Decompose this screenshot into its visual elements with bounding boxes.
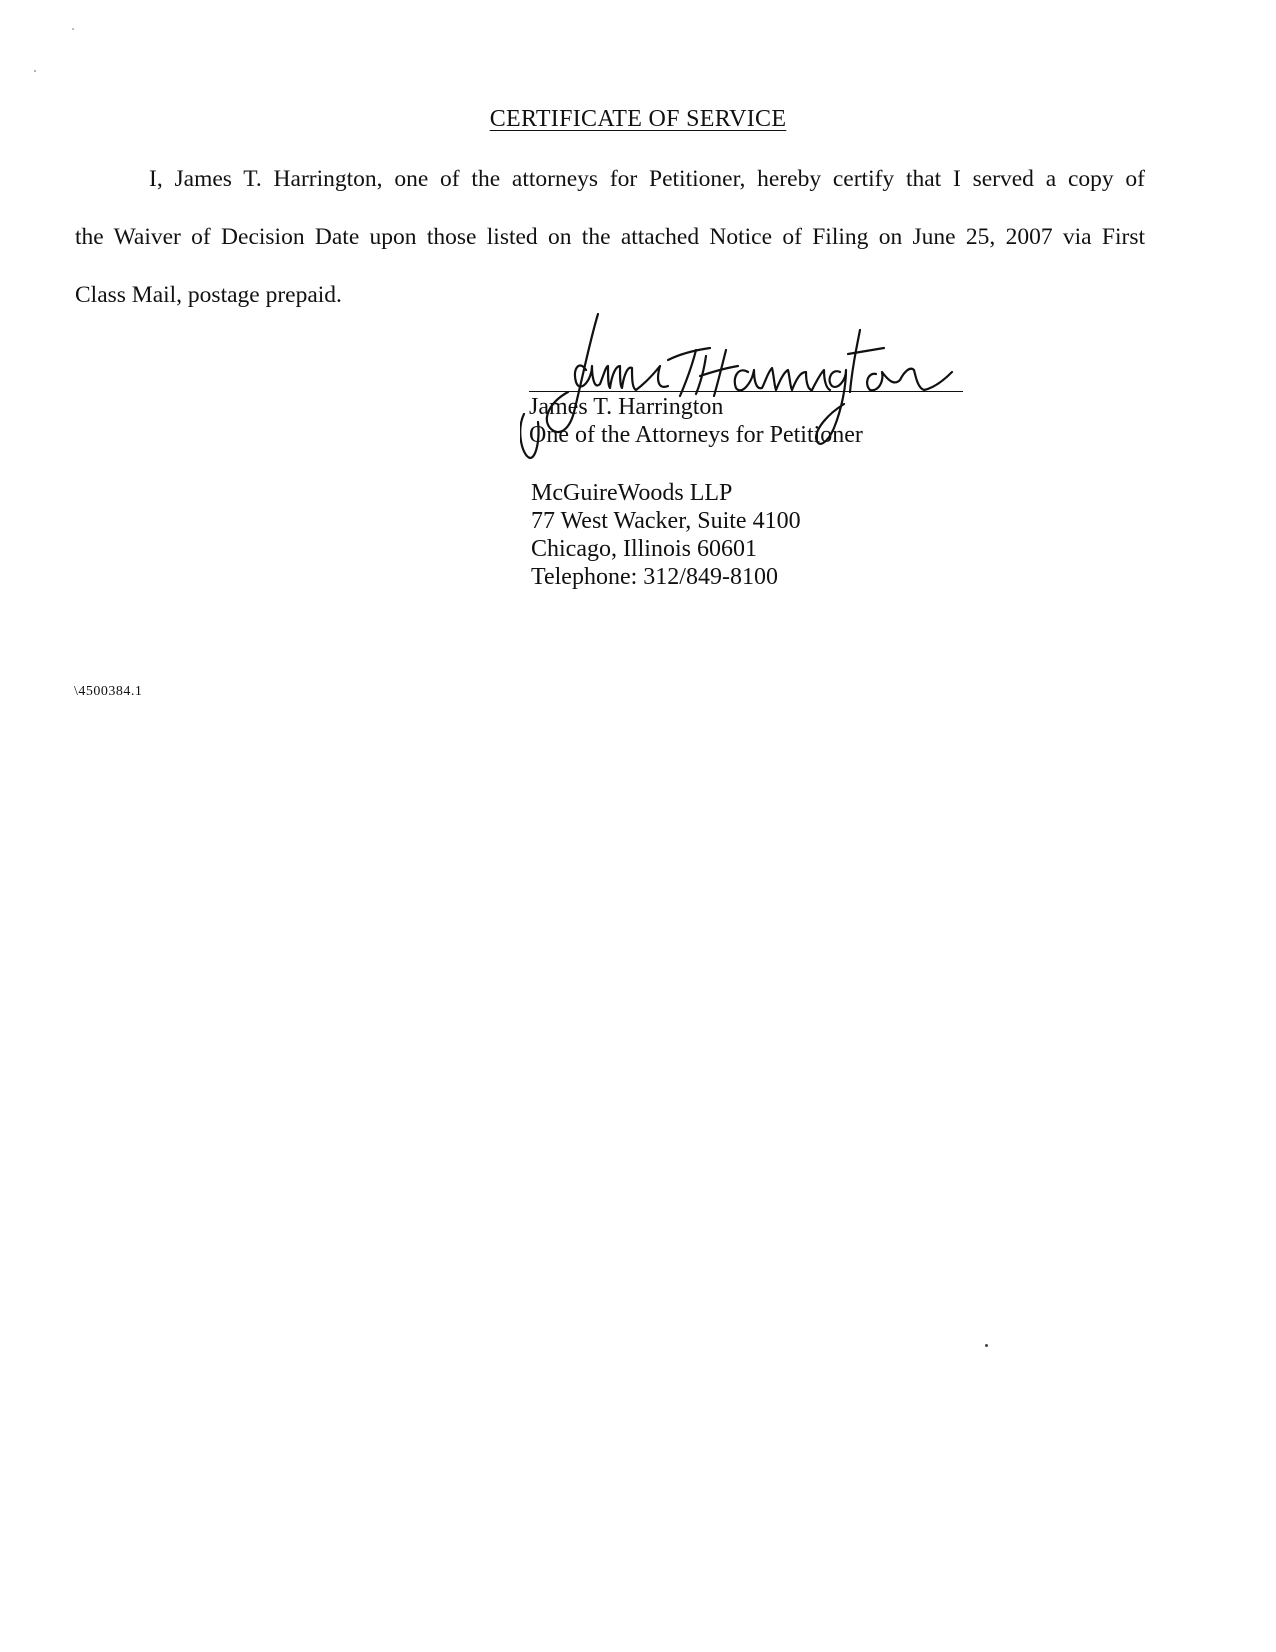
document-title: CERTIFICATE OF SERVICE: [489, 106, 787, 132]
scan-speck: [34, 70, 36, 72]
body-line-3: Class Mail, postage prepaid.: [75, 282, 342, 308]
signer-role: One of the Attorneys for Petitioner: [529, 422, 863, 448]
city-state-zip: Chicago, Illinois 60601: [531, 536, 757, 562]
scan-speck: [985, 1344, 988, 1347]
telephone: Telephone: 312/849-8100: [531, 564, 778, 590]
signer-name: James T. Harrington: [529, 394, 724, 420]
firm-name: McGuireWoods LLP: [531, 480, 733, 506]
street-address: 77 West Wacker, Suite 4100: [531, 508, 801, 534]
body-line-2: the Waiver of Decision Date upon those listed on the attached Notice of Filing on June 25, 2007 via First: [75, 224, 1145, 250]
scan-speck: [72, 28, 74, 30]
address-block: [531, 479, 801, 591]
signature-block: [529, 393, 863, 449]
body-line-1: I, James T. Harrington, one of the attorneys for Petitioner, hereby certify that I served a copy of: [149, 166, 1145, 192]
document-id: \4500384.1: [74, 684, 143, 699]
